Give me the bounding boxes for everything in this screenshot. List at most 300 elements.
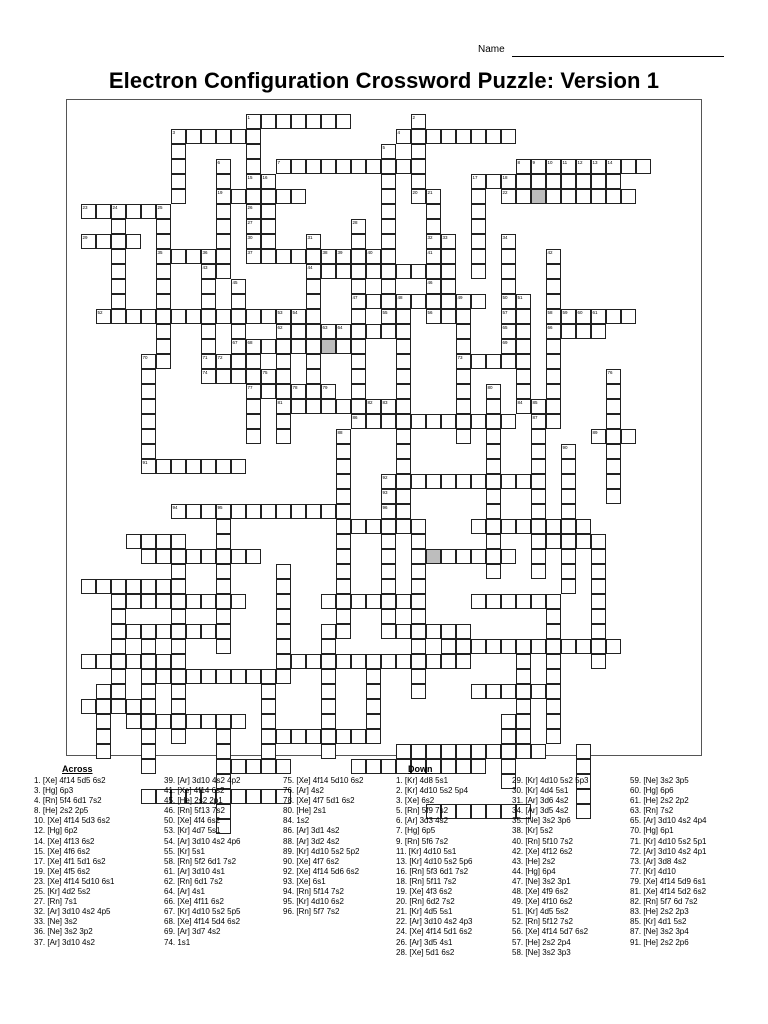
grid-cell[interactable] <box>156 234 171 249</box>
grid-cell[interactable] <box>486 744 501 759</box>
grid-cell[interactable] <box>426 549 441 564</box>
grid-cell[interactable] <box>456 654 471 669</box>
grid-cell[interactable] <box>246 144 261 159</box>
grid-cell[interactable] <box>276 564 291 579</box>
grid-cell[interactable] <box>321 504 336 519</box>
grid-cell[interactable] <box>591 549 606 564</box>
grid-cell[interactable] <box>591 654 606 669</box>
grid-cell[interactable] <box>381 204 396 219</box>
grid-cell[interactable] <box>366 294 381 309</box>
grid-cell[interactable] <box>576 759 591 774</box>
grid-cell[interactable] <box>336 564 351 579</box>
grid-cell[interactable] <box>561 534 576 549</box>
grid-cell[interactable] <box>501 249 516 264</box>
grid-cell[interactable] <box>501 744 516 759</box>
grid-cell[interactable] <box>591 189 606 204</box>
grid-cell[interactable] <box>411 534 426 549</box>
grid-cell[interactable] <box>411 609 426 624</box>
grid-cell[interactable] <box>456 324 471 339</box>
grid-cell[interactable] <box>501 129 516 144</box>
grid-cell[interactable] <box>516 639 531 654</box>
grid-cell[interactable] <box>96 714 111 729</box>
grid-cell[interactable] <box>96 699 111 714</box>
grid-cell[interactable] <box>531 564 546 579</box>
grid-cell[interactable] <box>231 669 246 684</box>
grid-cell[interactable] <box>516 669 531 684</box>
grid-cell[interactable] <box>516 339 531 354</box>
grid-cell[interactable] <box>111 234 126 249</box>
grid-cell[interactable] <box>531 504 546 519</box>
grid-cell[interactable] <box>471 234 486 249</box>
grid-cell[interactable] <box>276 414 291 429</box>
grid-cell[interactable] <box>501 474 516 489</box>
grid-cell[interactable] <box>381 189 396 204</box>
grid-cell[interactable] <box>216 729 231 744</box>
grid-cell[interactable] <box>606 189 621 204</box>
grid-cell[interactable] <box>366 759 381 774</box>
grid-cell[interactable] <box>561 519 576 534</box>
grid-cell[interactable] <box>186 249 201 264</box>
grid-cell[interactable] <box>561 639 576 654</box>
grid-cell[interactable] <box>171 309 186 324</box>
grid-cell[interactable] <box>621 159 636 174</box>
grid-cell[interactable] <box>171 639 186 654</box>
grid-cell[interactable] <box>126 234 141 249</box>
grid-cell[interactable] <box>336 444 351 459</box>
grid-cell[interactable] <box>381 324 396 339</box>
grid-cell[interactable] <box>396 474 411 489</box>
grid-cell[interactable] <box>141 744 156 759</box>
grid-cell[interactable] <box>246 309 261 324</box>
grid-cell[interactable] <box>156 354 171 369</box>
grid-cell[interactable] <box>381 609 396 624</box>
grid-cell[interactable] <box>486 354 501 369</box>
grid-cell[interactable] <box>336 594 351 609</box>
grid-cell[interactable] <box>381 549 396 564</box>
grid-cell[interactable] <box>276 669 291 684</box>
grid-cell[interactable] <box>531 474 546 489</box>
grid-cell[interactable] <box>351 759 366 774</box>
grid-cell[interactable] <box>411 549 426 564</box>
grid-cell[interactable] <box>306 324 321 339</box>
grid-cell[interactable] <box>291 654 306 669</box>
grid-cell[interactable] <box>186 309 201 324</box>
grid-cell[interactable] <box>156 309 171 324</box>
grid-cell[interactable] <box>111 654 126 669</box>
grid-cell[interactable] <box>306 399 321 414</box>
grid-cell[interactable] <box>516 699 531 714</box>
grid-cell[interactable] <box>231 354 246 369</box>
grid-cell[interactable] <box>561 489 576 504</box>
grid-cell[interactable] <box>546 714 561 729</box>
grid-cell[interactable] <box>546 339 561 354</box>
grid-cell[interactable] <box>111 579 126 594</box>
grid-cell[interactable] <box>456 129 471 144</box>
grid-cell[interactable] <box>426 474 441 489</box>
grid-cell[interactable] <box>576 639 591 654</box>
grid-cell[interactable] <box>276 504 291 519</box>
grid-cell[interactable] <box>516 309 531 324</box>
grid-cell[interactable] <box>471 474 486 489</box>
grid-cell[interactable] <box>486 399 501 414</box>
grid-cell[interactable] <box>546 264 561 279</box>
grid-cell[interactable] <box>231 594 246 609</box>
grid-cell[interactable] <box>111 594 126 609</box>
grid-cell[interactable] <box>156 549 171 564</box>
grid-cell[interactable] <box>486 564 501 579</box>
grid-cell[interactable] <box>351 369 366 384</box>
grid-cell[interactable] <box>366 264 381 279</box>
grid-cell[interactable] <box>246 789 261 804</box>
grid-cell[interactable] <box>351 729 366 744</box>
grid-cell[interactable] <box>381 534 396 549</box>
grid-cell[interactable] <box>246 189 261 204</box>
grid-cell[interactable] <box>156 339 171 354</box>
grid-cell[interactable] <box>156 324 171 339</box>
grid-cell[interactable] <box>246 159 261 174</box>
grid-cell[interactable] <box>531 444 546 459</box>
grid-cell[interactable] <box>246 369 261 384</box>
grid-cell[interactable] <box>396 594 411 609</box>
grid-cell[interactable] <box>426 264 441 279</box>
grid-cell[interactable] <box>351 159 366 174</box>
grid-cell[interactable] <box>276 189 291 204</box>
grid-cell[interactable] <box>156 624 171 639</box>
grid-cell[interactable] <box>96 729 111 744</box>
grid-cell[interactable] <box>381 174 396 189</box>
grid-cell[interactable] <box>336 489 351 504</box>
grid-cell[interactable] <box>516 474 531 489</box>
grid-cell[interactable] <box>156 264 171 279</box>
grid-cell[interactable] <box>366 699 381 714</box>
grid-cell[interactable] <box>141 699 156 714</box>
grid-cell[interactable] <box>411 129 426 144</box>
grid-cell[interactable] <box>321 714 336 729</box>
grid-cell[interactable] <box>441 414 456 429</box>
grid-cell[interactable] <box>471 294 486 309</box>
grid-cell[interactable] <box>216 594 231 609</box>
grid-cell[interactable] <box>171 579 186 594</box>
grid-cell[interactable] <box>156 294 171 309</box>
grid-cell[interactable] <box>501 639 516 654</box>
grid-cell[interactable] <box>111 219 126 234</box>
grid-cell[interactable] <box>141 759 156 774</box>
grid-cell[interactable] <box>546 399 561 414</box>
grid-cell[interactable] <box>576 174 591 189</box>
grid-cell[interactable] <box>216 624 231 639</box>
grid-cell[interactable] <box>261 714 276 729</box>
grid-cell[interactable] <box>141 729 156 744</box>
grid-cell[interactable] <box>156 654 171 669</box>
grid-cell[interactable] <box>231 129 246 144</box>
grid-cell[interactable] <box>576 324 591 339</box>
grid-cell[interactable] <box>471 744 486 759</box>
grid-cell[interactable] <box>606 639 621 654</box>
grid-cell[interactable] <box>306 159 321 174</box>
grid-cell[interactable] <box>336 654 351 669</box>
grid-cell[interactable] <box>396 399 411 414</box>
grid-cell[interactable] <box>96 204 111 219</box>
grid-cell[interactable] <box>231 369 246 384</box>
grid-cell[interactable] <box>441 759 456 774</box>
grid-cell[interactable] <box>456 624 471 639</box>
grid-cell[interactable] <box>336 114 351 129</box>
grid-cell[interactable] <box>396 429 411 444</box>
grid-cell[interactable] <box>336 264 351 279</box>
grid-cell[interactable] <box>561 174 576 189</box>
grid-cell[interactable] <box>396 159 411 174</box>
grid-cell[interactable] <box>321 159 336 174</box>
grid-cell[interactable] <box>306 729 321 744</box>
grid-cell[interactable] <box>546 729 561 744</box>
grid-cell[interactable] <box>396 489 411 504</box>
grid-cell[interactable] <box>291 399 306 414</box>
grid-cell[interactable] <box>441 474 456 489</box>
grid-cell[interactable] <box>261 204 276 219</box>
grid-cell[interactable] <box>156 669 171 684</box>
grid-cell[interactable] <box>216 369 231 384</box>
grid-cell[interactable] <box>381 264 396 279</box>
grid-cell[interactable] <box>411 684 426 699</box>
grid-cell[interactable] <box>156 714 171 729</box>
grid-cell[interactable] <box>186 594 201 609</box>
grid-cell[interactable] <box>306 654 321 669</box>
grid-cell[interactable] <box>501 549 516 564</box>
grid-cell[interactable] <box>261 759 276 774</box>
grid-cell[interactable] <box>516 174 531 189</box>
grid-cell[interactable] <box>111 279 126 294</box>
grid-cell[interactable] <box>591 624 606 639</box>
grid-cell[interactable] <box>501 414 516 429</box>
grid-cell[interactable] <box>576 744 591 759</box>
grid-cell[interactable] <box>216 759 231 774</box>
grid-cell[interactable] <box>426 624 441 639</box>
grid-cell[interactable] <box>456 429 471 444</box>
grid-cell[interactable] <box>306 369 321 384</box>
grid-cell[interactable] <box>621 429 636 444</box>
grid-cell[interactable] <box>381 234 396 249</box>
grid-cell[interactable] <box>501 279 516 294</box>
grid-cell[interactable] <box>336 609 351 624</box>
grid-cell[interactable] <box>126 699 141 714</box>
grid-cell[interactable] <box>396 444 411 459</box>
grid-cell[interactable] <box>261 504 276 519</box>
grid-cell[interactable] <box>411 744 426 759</box>
grid-cell[interactable] <box>471 804 486 819</box>
grid-cell[interactable] <box>351 594 366 609</box>
grid-cell[interactable] <box>501 354 516 369</box>
grid-cell[interactable] <box>81 699 96 714</box>
grid-cell[interactable] <box>336 549 351 564</box>
grid-cell[interactable] <box>321 114 336 129</box>
grid-cell[interactable] <box>486 639 501 654</box>
grid-cell[interactable] <box>381 279 396 294</box>
grid-cell[interactable] <box>216 534 231 549</box>
grid-cell[interactable] <box>231 504 246 519</box>
grid-cell[interactable] <box>216 609 231 624</box>
grid-cell[interactable] <box>171 714 186 729</box>
grid-cell[interactable] <box>591 534 606 549</box>
grid-cell[interactable] <box>261 384 276 399</box>
grid-cell[interactable] <box>96 744 111 759</box>
grid-cell[interactable] <box>411 579 426 594</box>
grid-cell[interactable] <box>201 324 216 339</box>
grid-cell[interactable] <box>351 324 366 339</box>
grid-cell[interactable] <box>201 309 216 324</box>
grid-cell[interactable] <box>426 129 441 144</box>
grid-cell[interactable] <box>186 669 201 684</box>
grid-cell[interactable] <box>606 474 621 489</box>
grid-cell[interactable] <box>291 249 306 264</box>
grid-cell[interactable] <box>471 759 486 774</box>
grid-cell[interactable] <box>111 684 126 699</box>
grid-cell[interactable] <box>141 624 156 639</box>
grid-cell[interactable] <box>486 129 501 144</box>
grid-cell[interactable] <box>261 309 276 324</box>
grid-cell[interactable] <box>126 534 141 549</box>
grid-cell[interactable] <box>411 159 426 174</box>
grid-cell[interactable] <box>96 579 111 594</box>
grid-cell[interactable] <box>306 384 321 399</box>
grid-cell[interactable] <box>606 384 621 399</box>
grid-cell[interactable] <box>126 624 141 639</box>
grid-cell[interactable] <box>531 459 546 474</box>
grid-cell[interactable] <box>441 624 456 639</box>
grid-cell[interactable] <box>531 684 546 699</box>
grid-cell[interactable] <box>516 324 531 339</box>
grid-cell[interactable] <box>606 399 621 414</box>
grid-cell[interactable] <box>546 189 561 204</box>
grid-cell[interactable] <box>456 369 471 384</box>
grid-cell[interactable] <box>531 744 546 759</box>
grid-cell[interactable] <box>501 714 516 729</box>
grid-cell[interactable] <box>201 279 216 294</box>
grid-cell[interactable] <box>576 519 591 534</box>
grid-cell[interactable] <box>486 474 501 489</box>
grid-cell[interactable] <box>171 729 186 744</box>
grid-cell[interactable] <box>246 429 261 444</box>
grid-cell[interactable] <box>171 594 186 609</box>
grid-cell[interactable] <box>456 399 471 414</box>
grid-cell[interactable] <box>516 519 531 534</box>
grid-cell[interactable] <box>411 519 426 534</box>
grid-cell[interactable] <box>261 234 276 249</box>
grid-cell[interactable] <box>546 669 561 684</box>
grid-cell[interactable] <box>201 624 216 639</box>
grid-cell[interactable] <box>306 354 321 369</box>
grid-cell[interactable] <box>516 729 531 744</box>
grid-cell[interactable] <box>126 714 141 729</box>
grid-cell[interactable] <box>261 699 276 714</box>
grid-cell[interactable] <box>141 369 156 384</box>
grid-cell[interactable] <box>336 519 351 534</box>
grid-cell[interactable] <box>276 759 291 774</box>
grid-cell[interactable] <box>261 114 276 129</box>
grid-cell[interactable] <box>261 744 276 759</box>
grid-cell[interactable] <box>426 294 441 309</box>
grid-cell[interactable] <box>156 594 171 609</box>
grid-cell[interactable] <box>576 189 591 204</box>
grid-cell[interactable] <box>336 474 351 489</box>
grid-cell[interactable] <box>546 624 561 639</box>
grid-cell[interactable] <box>561 459 576 474</box>
grid-cell[interactable] <box>546 534 561 549</box>
grid-cell[interactable] <box>546 639 561 654</box>
grid-cell[interactable] <box>186 459 201 474</box>
grid-cell[interactable] <box>171 609 186 624</box>
grid-cell[interactable] <box>456 309 471 324</box>
grid-cell[interactable] <box>201 339 216 354</box>
grid-cell[interactable] <box>351 354 366 369</box>
grid-cell[interactable] <box>111 294 126 309</box>
grid-cell[interactable] <box>486 444 501 459</box>
grid-cell[interactable] <box>171 654 186 669</box>
grid-cell[interactable] <box>561 549 576 564</box>
grid-cell[interactable] <box>471 684 486 699</box>
grid-cell[interactable] <box>231 759 246 774</box>
grid-cell[interactable] <box>546 294 561 309</box>
grid-cell[interactable] <box>141 639 156 654</box>
grid-cell[interactable] <box>501 594 516 609</box>
grid-cell[interactable] <box>441 264 456 279</box>
grid-cell[interactable] <box>381 624 396 639</box>
grid-cell[interactable] <box>321 624 336 639</box>
grid-cell[interactable] <box>381 294 396 309</box>
grid-cell[interactable] <box>201 129 216 144</box>
grid-cell[interactable] <box>546 594 561 609</box>
grid-cell[interactable] <box>456 414 471 429</box>
grid-cell[interactable] <box>171 684 186 699</box>
grid-cell[interactable] <box>501 759 516 774</box>
grid-cell[interactable] <box>216 519 231 534</box>
grid-cell[interactable] <box>516 384 531 399</box>
grid-cell[interactable] <box>471 549 486 564</box>
grid-cell[interactable] <box>381 564 396 579</box>
grid-cell[interactable] <box>366 594 381 609</box>
grid-cell[interactable] <box>396 324 411 339</box>
grid-cell[interactable] <box>231 549 246 564</box>
grid-cell[interactable] <box>81 654 96 669</box>
grid-cell[interactable] <box>276 369 291 384</box>
grid-cell[interactable] <box>216 639 231 654</box>
grid-cell[interactable] <box>291 189 306 204</box>
grid-cell[interactable] <box>216 744 231 759</box>
grid-cell[interactable] <box>291 339 306 354</box>
grid-cell[interactable] <box>396 414 411 429</box>
grid-cell[interactable] <box>486 804 501 819</box>
grid-cell[interactable] <box>306 294 321 309</box>
grid-cell[interactable] <box>276 384 291 399</box>
grid-cell[interactable] <box>501 519 516 534</box>
grid-cell[interactable] <box>171 669 186 684</box>
grid-cell[interactable] <box>456 744 471 759</box>
grid-cell[interactable] <box>471 264 486 279</box>
grid-cell[interactable] <box>456 384 471 399</box>
grid-cell[interactable] <box>321 744 336 759</box>
grid-cell[interactable] <box>396 339 411 354</box>
grid-cell[interactable] <box>276 609 291 624</box>
grid-cell[interactable] <box>396 459 411 474</box>
grid-cell[interactable] <box>321 639 336 654</box>
grid-cell[interactable] <box>561 504 576 519</box>
grid-cell[interactable] <box>411 654 426 669</box>
grid-cell[interactable] <box>351 309 366 324</box>
grid-cell[interactable] <box>216 309 231 324</box>
grid-cell[interactable] <box>366 519 381 534</box>
grid-cell[interactable] <box>336 534 351 549</box>
grid-cell[interactable] <box>186 624 201 639</box>
grid-cell[interactable] <box>216 129 231 144</box>
